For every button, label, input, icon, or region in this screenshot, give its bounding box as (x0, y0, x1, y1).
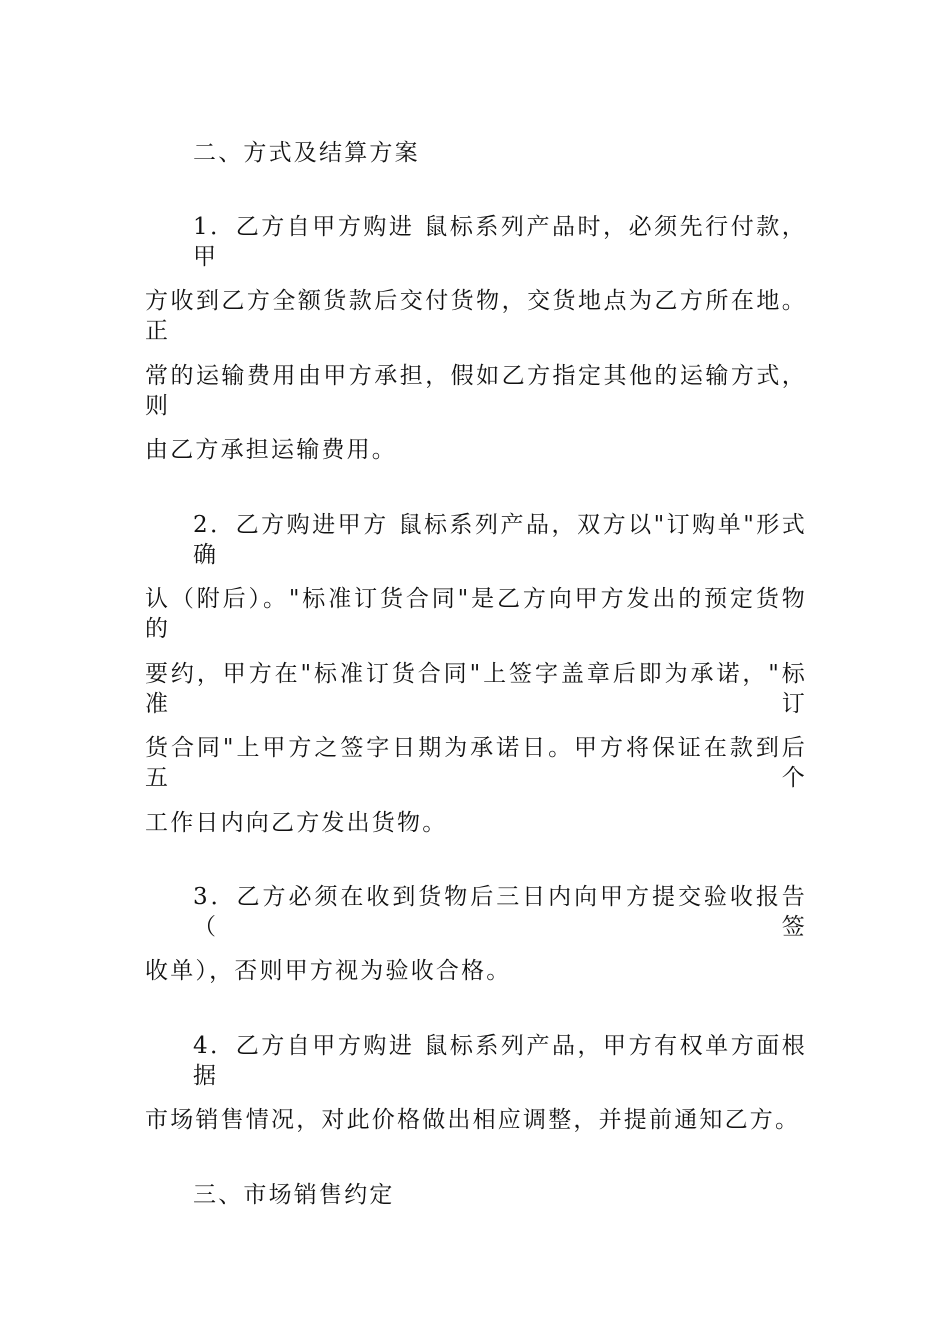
section-heading: 二、方式及结算方案 (193, 140, 420, 166)
paragraph-line: 由乙方承担运输费用。 (145, 437, 397, 463)
paragraph-line: 认（附后）。"标准订货合同"是乙方向甲方发出的预定货物的 (145, 586, 807, 642)
paragraph-line: 市场销售情况，对此价格做出相应调整，并提前通知乙方。 (145, 1107, 801, 1133)
paragraph-line: 工作日内向乙方发出货物。 (145, 810, 448, 836)
paragraph-line: 1．乙方自甲方购进 鼠标系列产品时，必须先行付款，甲 (193, 214, 807, 270)
paragraph-line: 要约，甲方在"标准订货合同"上签字盖章后即为承诺，"标准订 (145, 661, 807, 717)
paragraph-line: 2．乙方购进甲方 鼠标系列产品，双方以"订购单"形式确 (193, 512, 807, 568)
paragraph-line: 4．乙方自甲方购进 鼠标系列产品，甲方有权单方面根据 (193, 1033, 807, 1089)
paragraph-line: 3．乙方必须在收到货物后三日内向甲方提交验收报告（签 (193, 884, 807, 940)
section-heading: 三、市场销售约定 (193, 1182, 395, 1208)
paragraph-line: 货合同"上甲方之签字日期为承诺日。甲方将保证在款到后五个 (145, 735, 807, 791)
paragraph-line: 方收到乙方全额货款后交付货物，交货地点为乙方所在地。正 (145, 288, 807, 344)
paragraph-line: 常的运输费用由甲方承担，假如乙方指定其他的运输方式，则 (145, 363, 807, 419)
paragraph-line: 收单），否则甲方视为验收合格。 (145, 958, 512, 984)
